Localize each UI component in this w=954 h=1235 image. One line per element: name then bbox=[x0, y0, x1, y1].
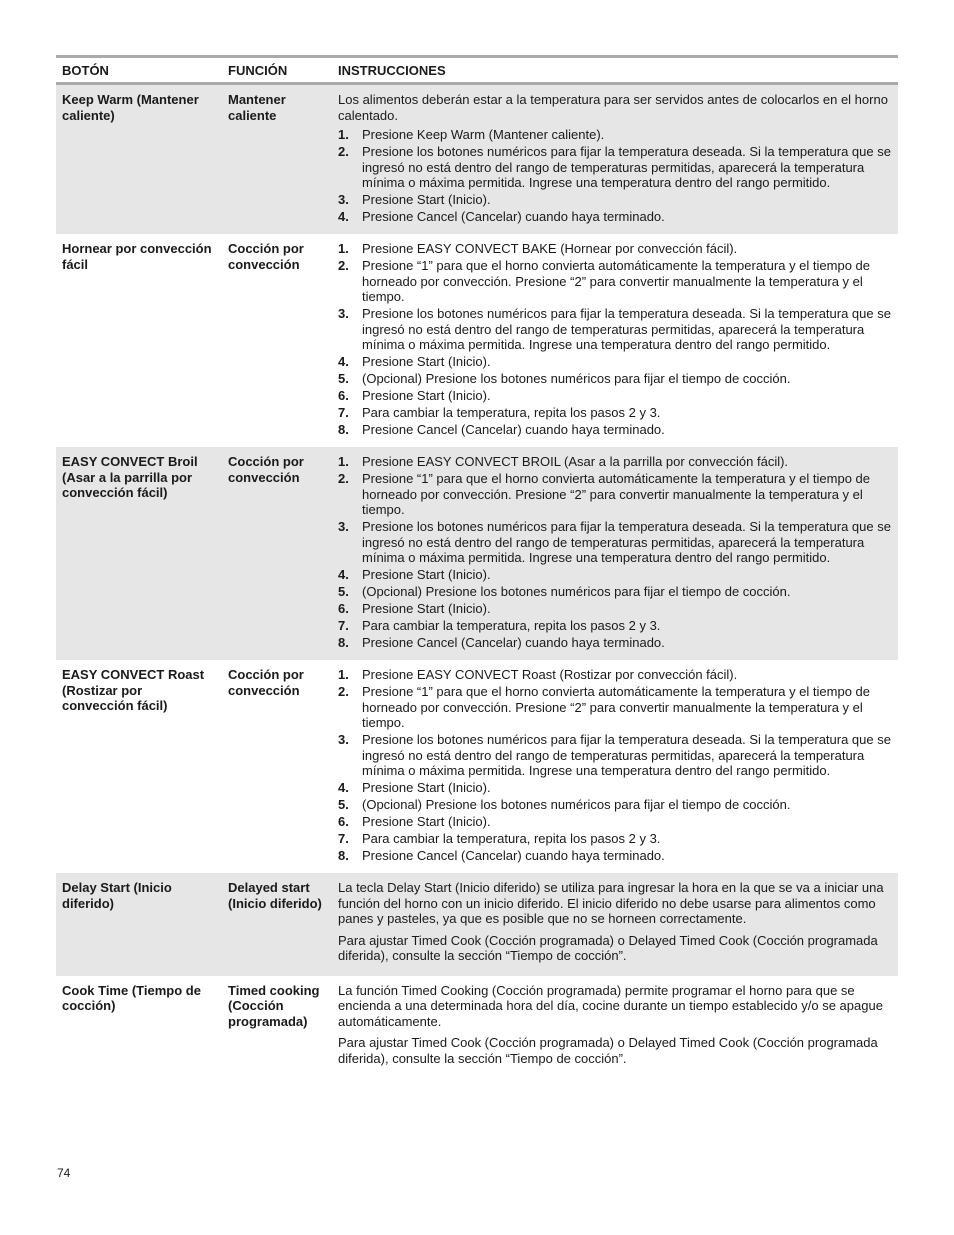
step-item bbox=[338, 814, 892, 830]
step-text: Presione “1” para que el horno convierta automáticamente la temperatura y el tiempo de horneado por convección. Presione “2” para convertir manualmente la temperatura y el tiempo. bbox=[362, 258, 871, 304]
step-number: 3. bbox=[338, 732, 349, 747]
step-item bbox=[338, 241, 892, 257]
step-number: 6. bbox=[338, 601, 349, 616]
step-number: 4. bbox=[338, 354, 349, 369]
step-number: 3. bbox=[338, 519, 349, 534]
step-item bbox=[338, 306, 892, 353]
function-cell: Cocción por convección bbox=[228, 241, 304, 272]
step-number: 8. bbox=[338, 635, 349, 650]
step-number: 3. bbox=[338, 192, 349, 207]
step-number: 6. bbox=[338, 814, 349, 829]
instructions-paragraph: Para ajustar Timed Cook (Cocción programada) o Delayed Timed Cook (Cocción programada diferida), consulte la sección “Tiempo de cocción”. bbox=[338, 1035, 878, 1066]
step-text: Presione Keep Warm (Mantener caliente). bbox=[362, 127, 605, 142]
step-text: Presione Start (Inicio). bbox=[362, 192, 491, 207]
step-text: Presione los botones numéricos para fijar la temperatura deseada. Si la temperatura que se ingresó no está dentro del rango de temperaturas permitidas, aparecerá la temperatura mínima o máxima permitida. Ingrese una temperatura dentro del rango permitido. bbox=[362, 519, 891, 565]
header-button: BOTÓN bbox=[56, 57, 222, 84]
step-number: 8. bbox=[338, 422, 349, 437]
step-text: Presione Start (Inicio). bbox=[362, 354, 491, 369]
step-item bbox=[338, 209, 892, 225]
step-item bbox=[338, 388, 892, 404]
button-cell: EASY CONVECT Roast (Rostizar por convección fácil) bbox=[62, 667, 205, 713]
instructions-cell bbox=[332, 660, 898, 873]
step-text: Presione EASY CONVECT Roast (Rostizar por convección fácil). bbox=[362, 667, 738, 682]
instructions-cell bbox=[332, 84, 898, 235]
step-number: 7. bbox=[338, 831, 349, 846]
step-item bbox=[338, 567, 892, 583]
table-row bbox=[56, 234, 898, 447]
instructions-paragraph: La tecla Delay Start (Inicio diferido) se utiliza para ingresar la hora en la que se va a iniciar una función del horno con un inicio diferido. El inicio diferido no debe usarse para alimentos como panes y pasteles, ya que es posible que no se horneen correctamente. bbox=[338, 880, 884, 926]
step-item bbox=[338, 127, 892, 143]
table-header-row bbox=[56, 57, 898, 84]
step-text: Presione “1” para que el horno convierta automáticamente la temperatura y el tiempo de horneado por convección. Presione “2” para convertir manualmente la temperatura y el tiempo. bbox=[362, 684, 871, 730]
table-row bbox=[56, 976, 898, 1079]
step-number: 5. bbox=[338, 797, 349, 812]
table-row bbox=[56, 660, 898, 873]
table-row bbox=[56, 873, 898, 976]
header-instructions: INSTRUCCIONES bbox=[332, 57, 898, 84]
step-number: 1. bbox=[338, 127, 349, 142]
instructions-cell bbox=[332, 447, 898, 660]
step-item bbox=[338, 454, 892, 470]
step-item bbox=[338, 601, 892, 617]
instructions-cell bbox=[332, 873, 898, 976]
function-cell: Delayed start (Inicio diferido) bbox=[222, 873, 332, 976]
button-cell: Delay Start (Inicio diferido) bbox=[56, 873, 222, 976]
step-item bbox=[338, 471, 892, 518]
step-item bbox=[338, 192, 892, 208]
step-item bbox=[338, 405, 892, 421]
step-text: (Opcional) Presione los botones numéricos para fijar el tiempo de cocción. bbox=[362, 584, 791, 599]
step-item bbox=[338, 584, 892, 600]
step-item bbox=[338, 732, 892, 779]
function-cell: Timed cooking (Cocción programada) bbox=[228, 982, 320, 1029]
instructions-paragraph: Para ajustar Timed Cook (Cocción programada) o Delayed Timed Cook (Cocción programada diferida), consulte la sección “Tiempo de cocción”. bbox=[338, 932, 878, 963]
step-text: Presione EASY CONVECT BROIL (Asar a la parrilla por convección fácil). bbox=[362, 454, 789, 469]
instructions-cell bbox=[332, 976, 898, 1079]
step-item bbox=[338, 684, 892, 731]
step-text: Presione Start (Inicio). bbox=[362, 780, 491, 795]
step-number: 4. bbox=[338, 780, 349, 795]
step-text: Presione Cancel (Cancelar) cuando haya terminado. bbox=[362, 848, 665, 863]
step-number: 3. bbox=[338, 306, 349, 321]
function-cell: Cocción por convección bbox=[228, 667, 304, 698]
step-number: 2. bbox=[338, 258, 349, 273]
step-text: Para cambiar la temperatura, repita los pasos 2 y 3. bbox=[362, 618, 661, 633]
step-number: 1. bbox=[338, 241, 349, 256]
step-text: Presione Start (Inicio). bbox=[362, 814, 491, 829]
header-function: FUNCIÓN bbox=[222, 57, 332, 84]
step-text: Presione los botones numéricos para fijar la temperatura deseada. Si la temperatura que se ingresó no está dentro del rango de temperaturas permitidas, aparecerá la temperatura mínima o máxima permitida. Ingrese una temperatura dentro del rango permitido. bbox=[362, 144, 891, 190]
step-text: Presione Cancel (Cancelar) cuando haya terminado. bbox=[362, 209, 665, 224]
step-number: 5. bbox=[338, 584, 349, 599]
step-item bbox=[338, 635, 892, 651]
step-text: Presione Start (Inicio). bbox=[362, 388, 491, 403]
controls-table bbox=[56, 55, 898, 1078]
step-number: 1. bbox=[338, 454, 349, 469]
step-text: Para cambiar la temperatura, repita los pasos 2 y 3. bbox=[362, 405, 661, 420]
step-number: 5. bbox=[338, 371, 349, 386]
step-text: Presione Cancel (Cancelar) cuando haya terminado. bbox=[362, 422, 665, 437]
step-text: (Opcional) Presione los botones numéricos para fijar el tiempo de cocción. bbox=[362, 797, 791, 812]
button-cell: EASY CONVECT Broil (Asar a la parrilla por convección fácil) bbox=[56, 447, 222, 660]
instructions-cell bbox=[332, 234, 898, 447]
step-number: 1. bbox=[338, 667, 349, 682]
step-item bbox=[338, 618, 892, 634]
instructions-intro: Los alimentos deberán estar a la temperatura para ser servidos antes de colocarlos en el horno calentado. bbox=[338, 92, 888, 123]
step-text: (Opcional) Presione los botones numéricos para fijar el tiempo de cocción. bbox=[362, 371, 791, 386]
instructions-paragraph: La función Timed Cooking (Cocción programada) permite programar el horno para que se encienda a una determinada hora del día, cocine durante un tiempo establecido y/o se apague automáticamente. bbox=[338, 982, 883, 1029]
step-item bbox=[338, 797, 892, 813]
step-text: Presione Start (Inicio). bbox=[362, 601, 491, 616]
step-text: Presione “1” para que el horno convierta automáticamente la temperatura y el tiempo de horneado por convección. Presione “2” para convertir manualmente la temperatura y el tiempo. bbox=[362, 471, 871, 517]
step-text: Para cambiar la temperatura, repita los pasos 2 y 3. bbox=[362, 831, 661, 846]
step-item bbox=[338, 667, 892, 683]
table-row bbox=[56, 84, 898, 235]
step-item bbox=[338, 519, 892, 566]
step-item bbox=[338, 848, 892, 864]
function-cell: Cocción por convección bbox=[222, 447, 332, 660]
step-item bbox=[338, 354, 892, 370]
steps-list bbox=[338, 667, 892, 864]
button-cell: Cook Time (Tiempo de cocción) bbox=[62, 982, 201, 1013]
step-text: Presione Cancel (Cancelar) cuando haya terminado. bbox=[362, 635, 665, 650]
function-cell: Mantener caliente bbox=[222, 84, 332, 235]
step-item bbox=[338, 258, 892, 305]
steps-list bbox=[338, 454, 892, 651]
steps-list bbox=[338, 241, 892, 438]
step-item bbox=[338, 371, 892, 387]
step-item bbox=[338, 780, 892, 796]
table-row bbox=[56, 447, 898, 660]
button-cell: Hornear por convección fácil bbox=[62, 241, 212, 272]
button-cell: Keep Warm (Mantener caliente) bbox=[56, 84, 222, 235]
step-number: 2. bbox=[338, 471, 349, 486]
step-number: 7. bbox=[338, 618, 349, 633]
steps-list bbox=[338, 127, 892, 225]
step-text: Presione EASY CONVECT BAKE (Hornear por convección fácil). bbox=[362, 241, 738, 256]
step-number: 8. bbox=[338, 848, 349, 863]
step-number: 4. bbox=[338, 209, 349, 224]
step-number: 6. bbox=[338, 388, 349, 403]
step-text: Presione Start (Inicio). bbox=[362, 567, 491, 582]
step-item bbox=[338, 144, 892, 191]
step-item bbox=[338, 831, 892, 847]
step-number: 4. bbox=[338, 567, 349, 582]
step-number: 2. bbox=[338, 684, 349, 699]
step-number: 7. bbox=[338, 405, 349, 420]
step-item bbox=[338, 422, 892, 438]
step-text: Presione los botones numéricos para fijar la temperatura deseada. Si la temperatura que se ingresó no está dentro del rango de temperaturas permitidas, aparecerá la temperatura mínima o máxima permitida. Ingrese una temperatura dentro del rango permitido. bbox=[362, 732, 891, 778]
step-text: Presione los botones numéricos para fijar la temperatura deseada. Si la temperatura que se ingresó no está dentro del rango de temperaturas permitidas, aparecerá la temperatura mínima o máxima permitida. Ingrese una temperatura dentro del rango permitido. bbox=[362, 306, 891, 352]
step-number: 2. bbox=[338, 144, 349, 159]
page-number: 74 bbox=[57, 1166, 71, 1180]
